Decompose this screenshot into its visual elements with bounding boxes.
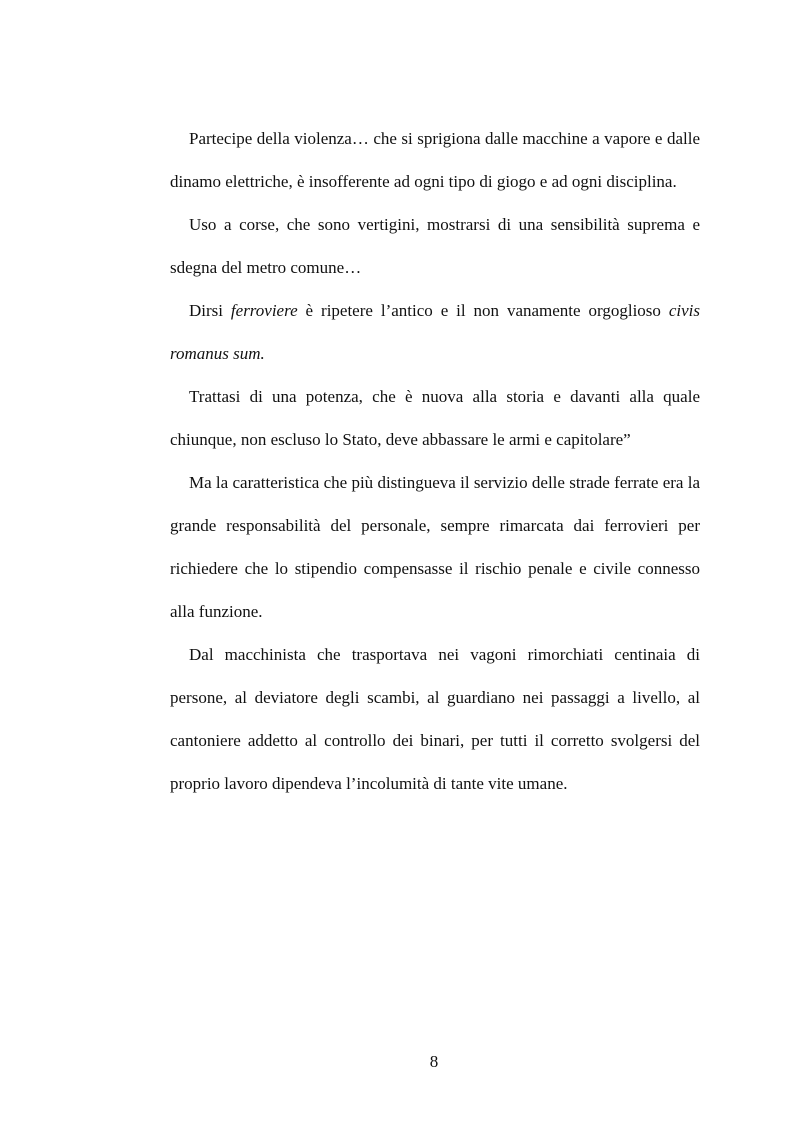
text-run: è ripetere l’antico e il non vanamente orgoglioso: [297, 301, 669, 320]
text-run: Ma la caratteristica che più distingueva il servizio delle strade ferrate era la grande responsabilità del personale, sempre rimarcata dai ferrovieri per richiedere che lo stipendio compensasse il rischio penale e civile connesso alla funzione.: [170, 473, 700, 621]
text-run: Trattasi di una potenza, che è nuova alla storia e davanti alla quale chiunque, non escluso lo Stato, deve abbassare le armi e capitolare”: [170, 387, 700, 449]
body-text: [170, 117, 700, 805]
italic-text: civis romanus sum.: [170, 301, 700, 363]
paragraph: [170, 375, 700, 461]
page-number: 8: [429, 1052, 439, 1071]
paragraph: [170, 203, 700, 289]
text-run: Dal macchinista che trasportava nei vagoni rimorchiati centinaia di persone, al deviatore degli scambi, al guardiano nei passaggi a livello, al cantoniere addetto al controllo dei binari, per tutti il corretto svolgersi del proprio lavoro dipendeva l’incolumità di tante vite umane.: [170, 645, 700, 793]
paragraph: [170, 117, 700, 203]
text-run: Partecipe della violenza… che si sprigiona dalle macchine a vapore e dalle dinamo elettriche, è insofferente ad ogni tipo di giogo e ad ogni disciplina.: [170, 129, 700, 191]
text-run: Dirsi: [189, 301, 231, 320]
paragraph: [170, 289, 700, 375]
paragraph: [170, 461, 700, 633]
italic-text: ferroviere: [230, 301, 298, 320]
paragraph: [170, 633, 700, 805]
text-run: Uso a corse, che sono vertigini, mostrarsi di una sensibilità suprema e sdegna del metro comune…: [170, 215, 700, 277]
